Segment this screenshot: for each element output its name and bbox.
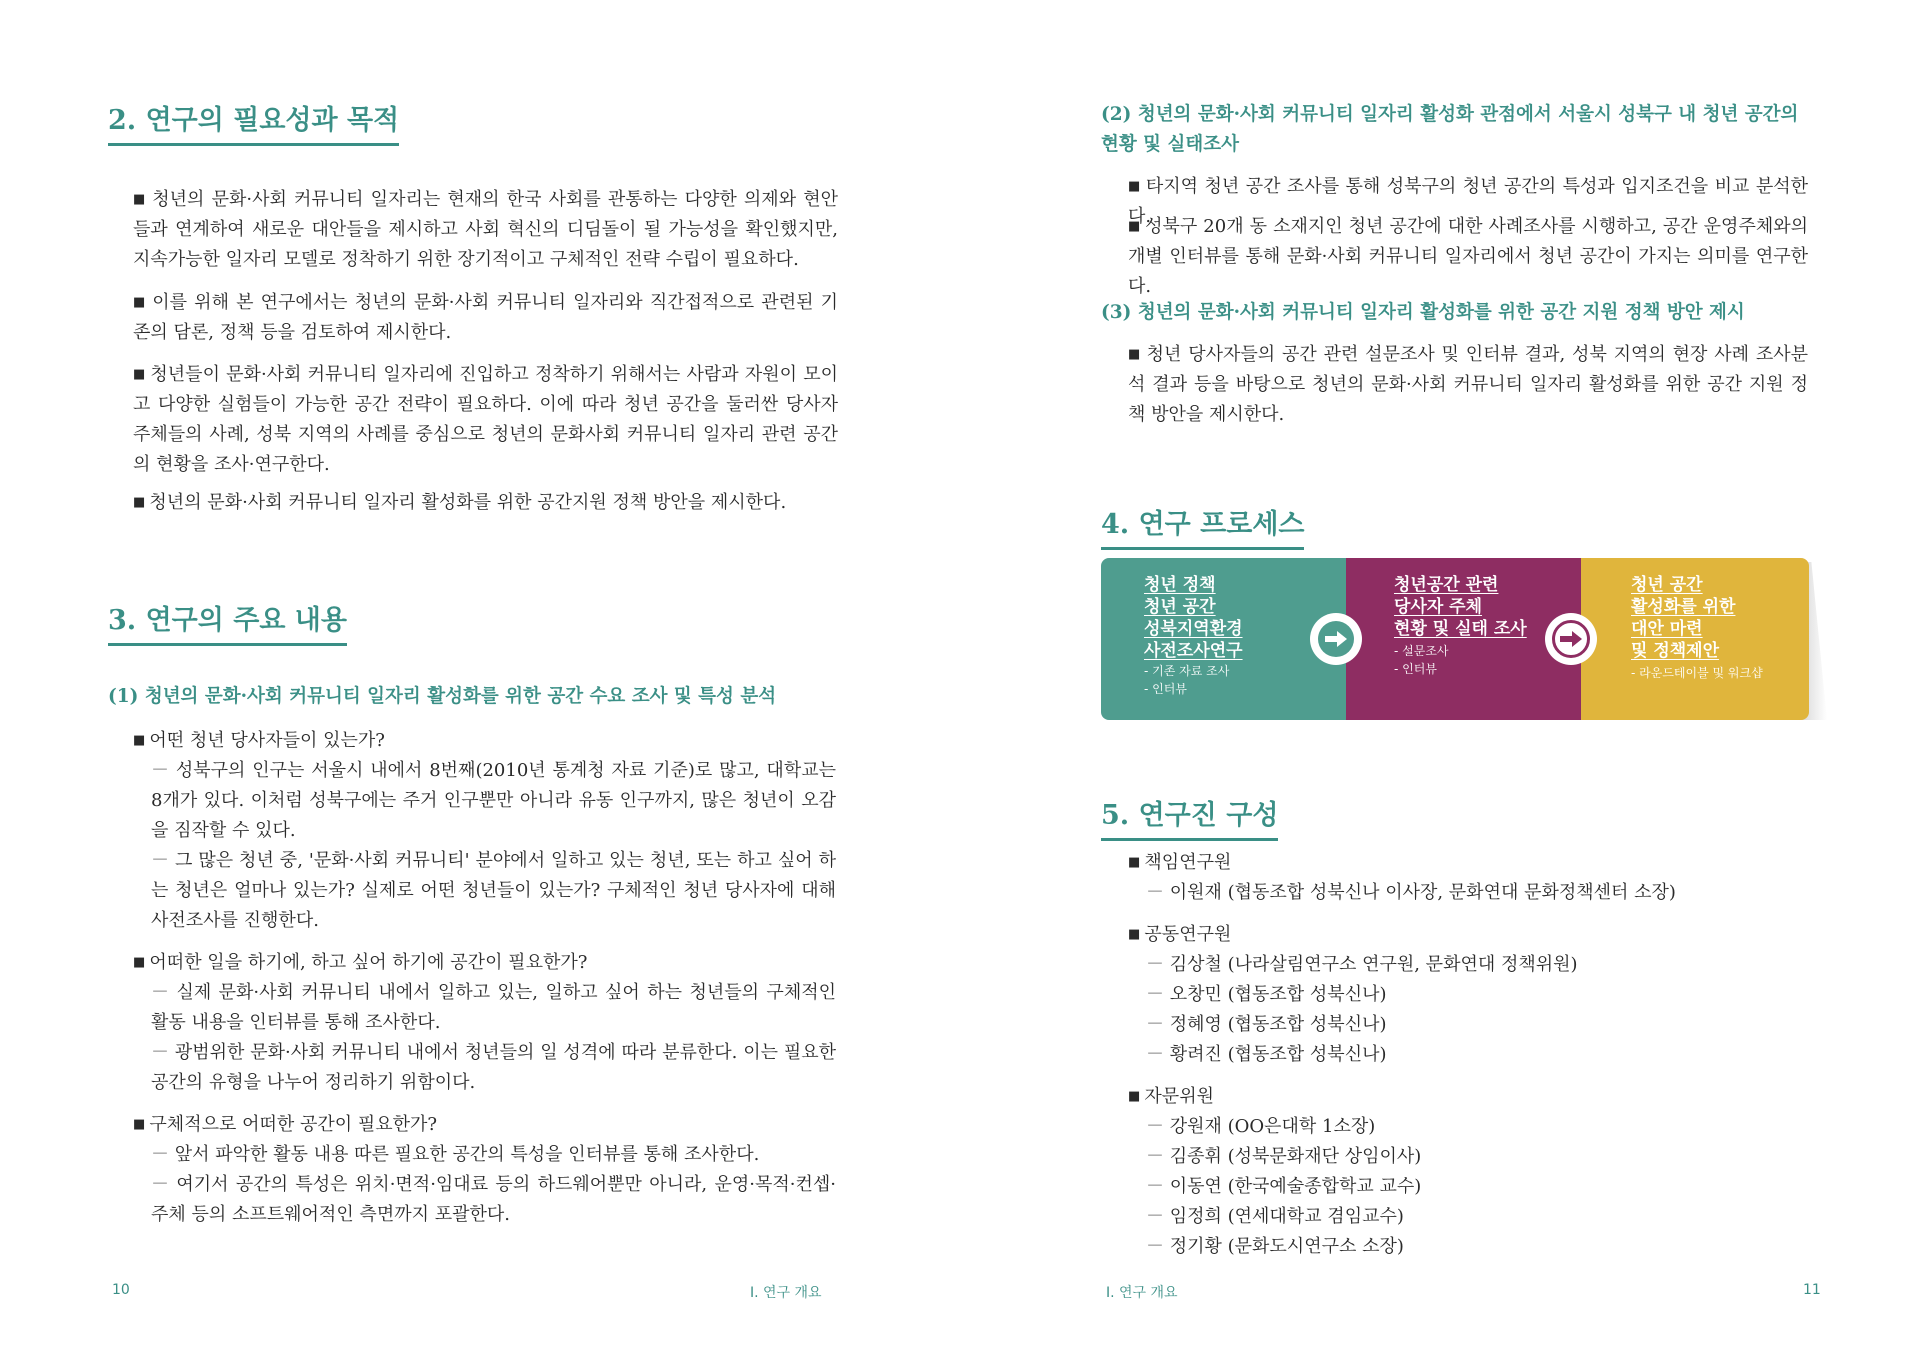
step-1-title xyxy=(1144,574,1243,662)
step-1-line: 청년 공간 xyxy=(1144,597,1216,617)
co-researcher: － 김상철 (나라살림연구소 연구원, 문화연대 정책위원) xyxy=(1146,950,1826,980)
bullet-icon xyxy=(1128,176,1146,197)
step-3-line: 활성화를 위한 xyxy=(1631,597,1736,617)
step-1-items xyxy=(1144,662,1229,698)
advisor: － 임정희 (연세대학교 겸임교수) xyxy=(1146,1202,1826,1232)
question-2-detail-2: － 광범위한 문화·사회 커뮤니티 내에서 청년들의 일 성격에 따라 분류한다. 이는 필요한 공간의 유형을 나누어 정리하기 위함이다. xyxy=(151,1038,836,1098)
sec2-para-4-text: 청년의 문화·사회 커뮤니티 일자리 활성화를 위한 공간지원 정책 방안을 제시한다. xyxy=(149,492,787,513)
bullet-icon xyxy=(133,292,152,313)
question-2-detail-1: － 실제 문화·사회 커뮤니티 내에서 일하고 있는, 일하고 싶어 하는 청년들의 구체적인 활동 내용을 인터뷰를 통해 조사한다. xyxy=(151,978,836,1038)
step-1-item: - 기존 자료 조사 xyxy=(1144,662,1229,680)
question-3-text: 구체적으로 어떠한 공간이 필요한가? xyxy=(149,1114,438,1135)
sec3-subtitle-3: (3) 청년의 문화·사회 커뮤니티 일자리 활성화를 위한 공간 지원 정책 방안 제시 xyxy=(1101,302,1745,323)
question-3 xyxy=(133,1110,838,1140)
sub2-para-2-text: 성북구 20개 동 소재지인 청년 공간에 대한 사례조사를 시행하고, 공간 운영주체와의 개별 인터뷰를 통해 문화·사회 커뮤니티 일자리에서 청년 공간이 가지는 의미를 연구한다. xyxy=(1128,216,1808,297)
lead-researcher-label-text: 책임연구원 xyxy=(1144,852,1232,873)
question-1 xyxy=(133,726,838,756)
lead-researcher: － 이원재 (협동조합 성북신나 이사장, 문화연대 문화정책센터 소장) xyxy=(1146,878,1826,908)
step-3-item: - 라운드테이블 및 워크샵 xyxy=(1631,664,1763,682)
co-researcher: － 황려진 (협동조합 성북신나) xyxy=(1146,1040,1826,1070)
question-1-detail-1: － 성북구의 인구는 서울시 내에서 8번째(2010년 통계청 자료 기준)로 많고, 대학교는 8개가 있다. 이처럼 성북구에는 주거 인구뿐만 아니라 유동 인구까지, 많은 청년이 오감을 짐작할 수 있다. xyxy=(151,756,836,846)
bullet-icon xyxy=(133,492,149,513)
step-1-line: 성북지역환경 xyxy=(1144,619,1243,639)
bullet-icon xyxy=(133,189,152,210)
section-5-title: 5. 연구진 구성 xyxy=(1101,793,1278,841)
sec2-para-3 xyxy=(133,360,838,480)
bullet-icon xyxy=(133,730,149,751)
question-2 xyxy=(133,948,838,978)
section-4-title: 4. 연구 프로세스 xyxy=(1101,502,1304,550)
sec2-para-3-text: 청년들이 문화·사회 커뮤니티 일자리에 진입하고 정착하기 위해서는 사람과 자원이 모이고 다양한 실험들이 가능한 공간 전략이 필요하다. 이에 따라 청년 공간을 둘러싼 당사자 주체들의 사례, 성북 지역의 사례를 중심으로 청년의 문화사회 커뮤니티 일자리 관련 공간의 현황을 조사·연구한다. xyxy=(133,364,838,475)
step-2-line: 당사자 주체 xyxy=(1394,597,1483,617)
research-process-diagram xyxy=(1101,558,1819,720)
process-step-3 xyxy=(1571,558,1809,720)
step-1-line: 사전조사연구 xyxy=(1144,641,1243,661)
sec2-para-4 xyxy=(133,488,838,518)
sec3-subtitle-2: (2) 청년의 문화·사회 커뮤니티 일자리 활성화 관점에서 서울시 성북구 내 청년 공간의 현황 및 실태조사 xyxy=(1101,104,1799,155)
sec2-para-2-text: 이를 위해 본 연구에서는 청년의 문화·사회 커뮤니티 일자리와 직간접적으로 관련된 기존의 담론, 정책 등을 검토하여 제시한다. xyxy=(133,292,838,343)
footer-label-left: Ⅰ. 연구 개요 xyxy=(750,1285,822,1301)
question-1-text: 어떤 청년 당사자들이 있는가? xyxy=(149,730,385,751)
advisor: － 정기황 (문화도시연구소 소장) xyxy=(1146,1232,1826,1262)
arrow-right-icon xyxy=(1545,613,1597,665)
step-2-item: - 인터뷰 xyxy=(1394,660,1449,678)
bullet-icon xyxy=(1128,344,1147,365)
co-researchers-label-text: 공동연구원 xyxy=(1144,924,1232,945)
step-3-line: 청년 공간 xyxy=(1631,575,1703,595)
step-1-item: - 인터뷰 xyxy=(1144,680,1229,698)
step-3-line: 대안 마련 xyxy=(1631,619,1703,639)
step-1-line: 청년 정책 xyxy=(1144,575,1216,595)
step-3-line: 및 정책제안 xyxy=(1631,641,1720,661)
sub2-para-2 xyxy=(1128,212,1808,302)
sub2-para-1-text: 타지역 청년 공간 조사를 통해 성북구의 청년 공간의 특성과 입지조건을 비교 분석한다. xyxy=(1128,176,1808,227)
advisor: － 김종휘 (성북문화재단 상임이사) xyxy=(1146,1142,1826,1172)
left-page xyxy=(0,0,959,1355)
section-3-title: 3. 연구의 주요 내용 xyxy=(108,598,347,646)
co-researcher: － 정혜영 (협동조합 성북신나) xyxy=(1146,1010,1826,1040)
step-2-line: 현황 및 실태 조사 xyxy=(1394,619,1527,639)
sec3-subtitle-1: (1) 청년의 문화·사회 커뮤니티 일자리 활성화를 위한 공간 수요 조사 및 특성 분석 xyxy=(108,686,777,707)
step-3-items xyxy=(1631,664,1763,682)
step-2-items xyxy=(1394,642,1449,678)
co-researcher: － 오창민 (협동조합 성북신나) xyxy=(1146,980,1826,1010)
sec2-para-1-text: 청년의 문화·사회 커뮤니티 일자리는 현재의 한국 사회를 관통하는 다양한 의제와 현안들과 연계하여 새로운 대안들을 제시하고 사회 혁신의 디딤돌이 될 가능성을 확인했지만, 지속가능한 일자리 모델로 정착하기 위한 장기적이고 구체적인 전략 수립이 필요하다. xyxy=(133,189,838,270)
sec2-para-1 xyxy=(133,185,838,275)
bullet-icon xyxy=(133,1114,149,1135)
advisor: － 강원재 (OO은대학 1소장) xyxy=(1146,1112,1826,1142)
sub3-para-1 xyxy=(1128,340,1808,430)
page-number-right: 11 xyxy=(1803,1282,1821,1298)
bullet-icon xyxy=(1128,216,1145,237)
step-2-item: - 설문조사 xyxy=(1394,642,1449,660)
sec2-para-2 xyxy=(133,288,838,348)
page-number-left: 10 xyxy=(112,1282,130,1298)
sub3-para-1-text: 청년 당사자들의 공간 관련 설문조사 및 인터뷰 결과, 성북 지역의 현장 사례 조사분석 결과 등을 바탕으로 청년의 문화·사회 커뮤니티 일자리 활성화를 위한 공간 지원 정책 방안을 제시한다. xyxy=(1128,344,1808,425)
advisors-label-text: 자문위원 xyxy=(1144,1086,1214,1107)
advisor: － 이동연 (한국예술종합학교 교수) xyxy=(1146,1172,1826,1202)
step-2-title xyxy=(1394,574,1527,640)
bullet-icon xyxy=(133,364,150,385)
step-3-title xyxy=(1631,574,1735,662)
question-2-text: 어떠한 일을 하기에, 하고 싶어 하기에 공간이 필요한가? xyxy=(149,952,588,973)
question-3-detail-1: － 앞서 파악한 활동 내용 따른 필요한 공간의 특성을 인터뷰를 통해 조사한다. xyxy=(151,1140,836,1170)
arrow-right-icon xyxy=(1310,613,1362,665)
question-1-detail-2: － 그 많은 청년 중, '문화·사회 커뮤니티' 분야에서 일하고 있는 청년, 또는 하고 싶어 하는 청년은 얼마나 있는가? 실제로 어떤 청년들이 있는가? 구체적인 청년 당사자에 대해 사전조사를 진행한다. xyxy=(151,846,836,936)
question-3-detail-2: － 여기서 공간의 특성은 위치·면적·임대료 등의 하드웨어뿐만 아니라, 운영·목적·컨셉·주체 등의 소프트웨어적인 측면까지 포괄한다. xyxy=(151,1170,836,1230)
footer-label-right: Ⅰ. 연구 개요 xyxy=(1106,1285,1178,1301)
bullet-icon xyxy=(133,952,149,973)
section-2-title: 2. 연구의 필요성과 목적 xyxy=(108,98,399,146)
step-2-line: 청년공간 관련 xyxy=(1394,575,1499,595)
